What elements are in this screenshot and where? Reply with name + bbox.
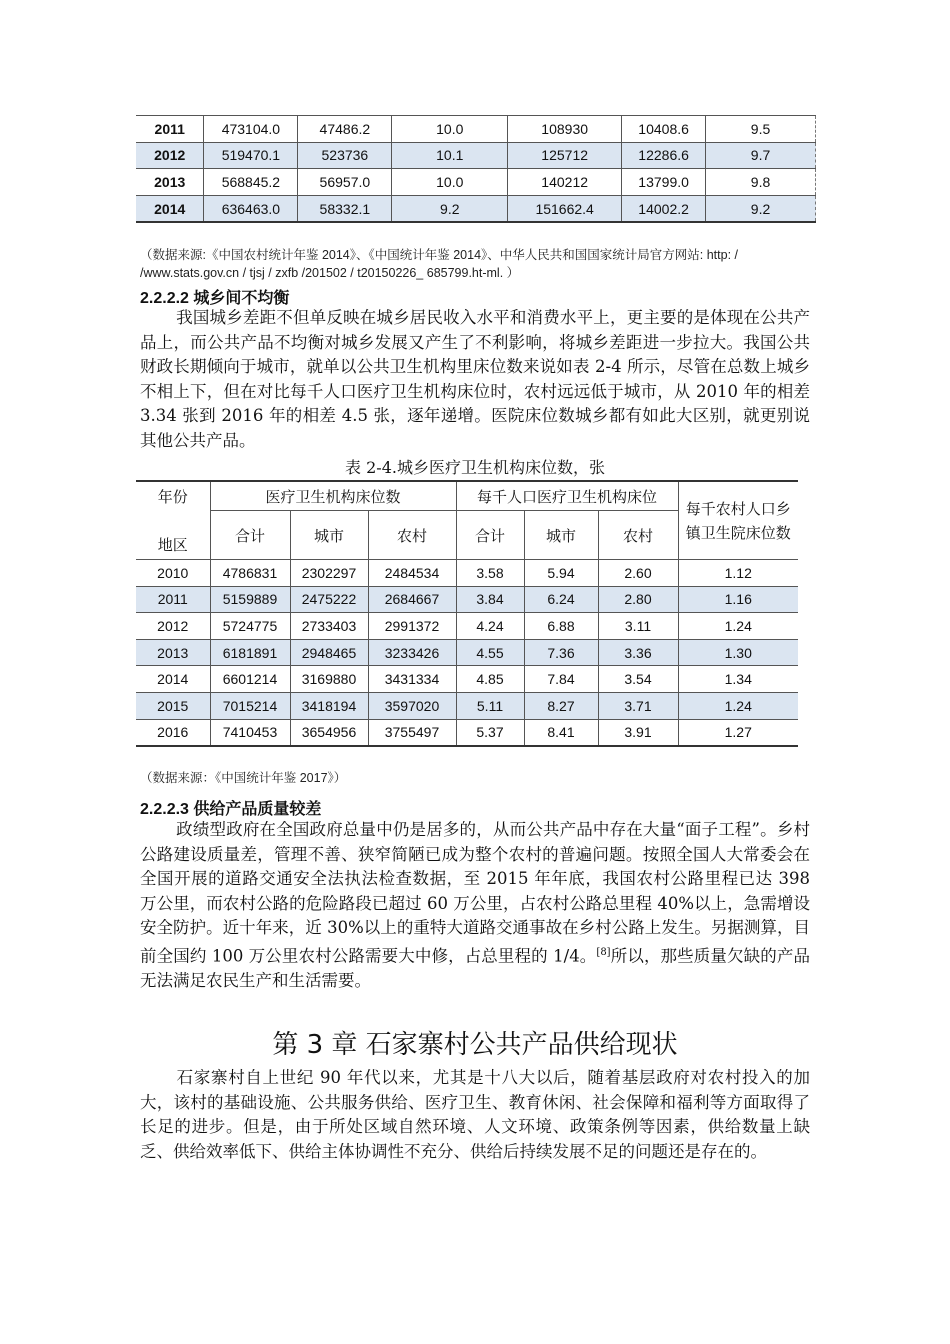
group-header: 每千农村人口乡镇卫生院床位数 xyxy=(678,481,798,560)
table-cell: 3654956 xyxy=(290,719,368,746)
chapter-title: 第 3 章 石家寨村公共产品供给现状 xyxy=(272,1030,678,1060)
table-cell: 9.2 xyxy=(706,195,816,222)
table-cell: 5724775 xyxy=(210,613,290,640)
year-cell: 2013 xyxy=(136,169,204,196)
table-cell: 4786831 xyxy=(210,560,290,587)
table-row xyxy=(136,560,798,587)
table-cell: 3.54 xyxy=(598,666,678,693)
table-cell: 568845.2 xyxy=(204,169,298,196)
column-header: 农村 xyxy=(598,511,678,560)
table-cell: 3.84 xyxy=(456,586,524,613)
table-cell: 9.8 xyxy=(706,169,816,196)
table-cell: 1.27 xyxy=(678,719,798,746)
table-cell: 3418194 xyxy=(290,692,368,719)
table-cell: 10.0 xyxy=(392,169,508,196)
column-header: 城市 xyxy=(290,511,368,560)
table-cell: 3.11 xyxy=(598,613,678,640)
table-cell: 12286.6 xyxy=(622,142,706,169)
table-cell: 1.24 xyxy=(678,613,798,640)
table-cell: 4.85 xyxy=(456,666,524,693)
table-cell: 108930 xyxy=(508,116,622,143)
table-cell: 2475222 xyxy=(290,586,368,613)
table-cell: 1.16 xyxy=(678,586,798,613)
table-cell: 5.11 xyxy=(456,692,524,719)
table-cell: 8.41 xyxy=(524,719,598,746)
table-cell: 151662.4 xyxy=(508,195,622,222)
table-cell: 523736 xyxy=(298,142,392,169)
paragraph-text: 所以，那些质量欠缺的产品无法满足农民生产和生活需要。 xyxy=(140,946,810,991)
table-cell: 1.12 xyxy=(678,560,798,587)
table-cell: 2948465 xyxy=(290,639,368,666)
table-cell: 10.0 xyxy=(392,116,508,143)
table-cell: 9.5 xyxy=(706,116,816,143)
year-cell: 2012 xyxy=(136,142,204,169)
table-cell: 3233426 xyxy=(368,639,456,666)
table-cell: 2484534 xyxy=(368,560,456,587)
table-cell: 14002.2 xyxy=(622,195,706,222)
column-header: 合计 xyxy=(210,511,290,560)
table-row xyxy=(136,169,816,196)
body-paragraph xyxy=(140,818,810,994)
table-row xyxy=(136,613,798,640)
table-row xyxy=(136,639,798,666)
table-cell: 636463.0 xyxy=(204,195,298,222)
table-cell: 5.94 xyxy=(524,560,598,587)
table-cell: 3.36 xyxy=(598,639,678,666)
column-header: 合计 xyxy=(456,511,524,560)
group-header: 医疗卫生机构床位数 xyxy=(210,481,456,511)
year-cell: 2014 xyxy=(136,666,210,693)
paragraph-text: 我国城乡差距不但单反映在城乡居民收入水平和消费水平上，更主要的是体现在公共产品上，而公共产品不均衡对城乡发展又产生了不利影响，将城乡差距进一步拉大。我国公共财政长期倾向于城市，就单以公共卫生机构里床位数来说如表 2-4 所示，尽管在总数上城乡不相上下，但在对比每千人口医疗卫生机构床位时，农村远远低于城市，从 2010 年的相差 3.34 张到 2016 年的相差 4.5 张，逐年递增。医院床位数城乡都有如此大区别，就更别说其他公共产品。 xyxy=(140,308,810,450)
body-paragraph xyxy=(140,1066,810,1164)
column-header: 城市 xyxy=(524,511,598,560)
section-heading: 2.2.2.2 城乡间不均衡 xyxy=(140,290,290,307)
table-cell: 1.24 xyxy=(678,692,798,719)
table-cell: 7015214 xyxy=(210,692,290,719)
table-cell: 3755497 xyxy=(368,719,456,746)
table-cell: 1.34 xyxy=(678,666,798,693)
column-header: 农村 xyxy=(368,511,456,560)
table-row xyxy=(136,116,816,143)
citation-mark: [8] xyxy=(596,946,611,958)
income-consumption-table xyxy=(136,115,816,223)
table-cell: 140212 xyxy=(508,169,622,196)
table-cell: 3431334 xyxy=(368,666,456,693)
table-cell: 10.1 xyxy=(392,142,508,169)
data-source-note: （数据来源:《中国农村统计年鉴 2014》、《中国统计年鉴 2014》、中华人民共和国国家统计局官方网站: http: / /www.stats.gov.cn / tjsj / zxfb /201502 / t20150226_ 685799.ht-ml. ） xyxy=(140,248,738,280)
table-row xyxy=(136,586,798,613)
table-cell: 3.91 xyxy=(598,719,678,746)
year-label: 年份 xyxy=(157,488,188,506)
year-cell: 2010 xyxy=(136,560,210,587)
table-cell: 3.71 xyxy=(598,692,678,719)
year-cell: 2011 xyxy=(136,116,204,143)
paragraph-text: 政绩型政府在全国政府总量中仍是居多的，从而公共产品中存在大量“面子工程”。乡村公路建设质量差，管理不善、狭窄简陋已成为整个农村的普遍问题。按照全国人大常委会在全国开展的道路交通安全法执法检查数据，至 2015 年年底，我国农村公路里程已达 398 万公里，而农村公路的危险路段已超过 60 万公里，占农村公路总里程 40%以上，急需增设安全防护。近十年来，近 30%以上的重特大道路交通事故在乡村公路上发生。另据测算，目前全国约 100 万公里农村公路需要大中修，占总里程的 1/4。 xyxy=(140,820,810,966)
table-cell: 4.55 xyxy=(456,639,524,666)
table-cell: 2302297 xyxy=(290,560,368,587)
year-region-header xyxy=(136,481,210,560)
body-paragraph xyxy=(140,306,810,454)
table-cell: 58332.1 xyxy=(298,195,392,222)
table-cell: 7.84 xyxy=(524,666,598,693)
table-cell: 7410453 xyxy=(210,719,290,746)
table-cell: 7.36 xyxy=(524,639,598,666)
table-cell: 47486.2 xyxy=(298,116,392,143)
table-cell: 13799.0 xyxy=(622,169,706,196)
table-cell: 519470.1 xyxy=(204,142,298,169)
table-cell: 2.80 xyxy=(598,586,678,613)
table-cell: 473104.0 xyxy=(204,116,298,143)
table-cell: 9.7 xyxy=(706,142,816,169)
table-row xyxy=(136,195,816,222)
year-cell: 2015 xyxy=(136,692,210,719)
table-cell: 5159889 xyxy=(210,586,290,613)
section-heading: 2.2.2.3 供给产品质量较差 xyxy=(140,801,322,818)
year-cell: 2016 xyxy=(136,719,210,746)
table-row xyxy=(136,692,798,719)
table-cell: 2991372 xyxy=(368,613,456,640)
table-cell: 4.24 xyxy=(456,613,524,640)
year-cell: 2011 xyxy=(136,586,210,613)
table-cell: 1.30 xyxy=(678,639,798,666)
table-cell: 3597020 xyxy=(368,692,456,719)
table-cell: 9.2 xyxy=(392,195,508,222)
table-cell: 5.37 xyxy=(456,719,524,746)
table-cell: 125712 xyxy=(508,142,622,169)
hospital-beds-table xyxy=(136,480,798,747)
table-cell: 3.58 xyxy=(456,560,524,587)
table-cell: 6601214 xyxy=(210,666,290,693)
region-label: 地区 xyxy=(157,536,188,554)
table-cell: 2684667 xyxy=(368,586,456,613)
table-row xyxy=(136,666,798,693)
year-cell: 2014 xyxy=(136,195,204,222)
table-cell: 10408.6 xyxy=(622,116,706,143)
table-header-row xyxy=(136,481,798,511)
table-row xyxy=(136,719,798,746)
table-caption: 表 2-4.城乡医疗卫生机构床位数，张 xyxy=(345,458,605,477)
table-cell: 2733403 xyxy=(290,613,368,640)
table-cell: 56957.0 xyxy=(298,169,392,196)
year-cell: 2013 xyxy=(136,639,210,666)
table-cell: 6.24 xyxy=(524,586,598,613)
group-header: 每千人口医疗卫生机构床位 xyxy=(456,481,678,511)
paragraph-text: 石家寨村自上世纪 90 年代以来，尤其是十八大以后，随着基层政府对农村投入的加大，该村的基础设施、公共服务供给、医疗卫生、教育休闲、社会保障和福利等方面取得了长足的进步。但是，由于所处区域自然环境、人文环境、政策条例等因素，供给数量上缺乏、供给效率低下、供给主体协调性不充分、供给后持续发展不足的问题还是存在的。 xyxy=(140,1068,810,1161)
table-cell: 6.88 xyxy=(524,613,598,640)
data-source-note: （数据来源：《中国统计年鉴 2017》） xyxy=(140,771,347,785)
table-cell: 8.27 xyxy=(524,692,598,719)
table-cell: 2.60 xyxy=(598,560,678,587)
table-row xyxy=(136,142,816,169)
year-cell: 2012 xyxy=(136,613,210,640)
table-cell: 3169880 xyxy=(290,666,368,693)
table-cell: 6181891 xyxy=(210,639,290,666)
